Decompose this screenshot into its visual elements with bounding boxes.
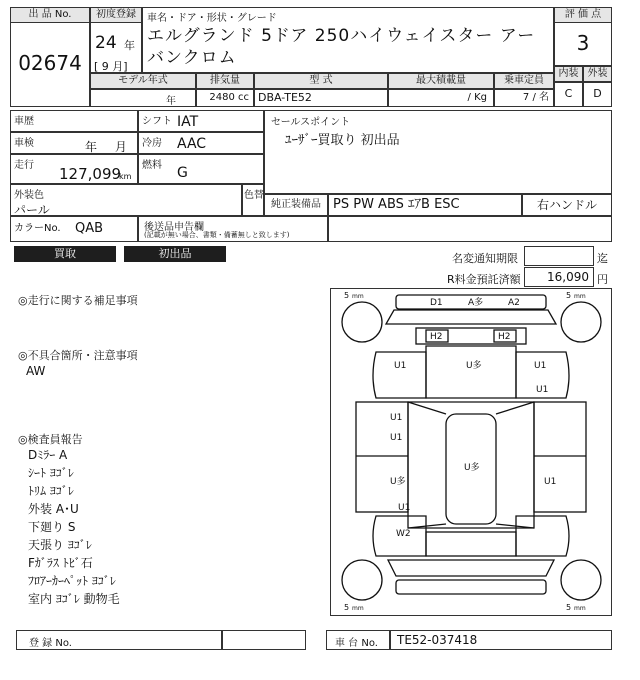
tire-unit-fr: mm [574,293,586,300]
registration-month: [ 9 月] [94,60,128,73]
exterior-color-label: 外装色 [14,190,44,201]
inspector-item: ﾄﾘﾑ ﾖｺﾞﾚ [28,484,74,498]
car-name-label: 車名・ドア・形状・グレード [147,13,277,24]
rear-lights [388,560,554,576]
mileage-box [10,154,138,184]
mark-front-3: A2 [508,298,520,308]
equipment-label: 純正装備品 [264,194,328,216]
mark-front-1: D1 [430,298,443,308]
chassis-number-value: TE52-037418 [397,633,478,647]
lot-number-label: 出 品 No. [10,7,90,23]
name-change-label: 名変通知期限 [452,252,518,265]
name-change-unit: 迄 [597,252,608,265]
mark-headlight-right: H2 [498,332,511,342]
model-year-label: モデル年式 [90,73,196,89]
aftermarket-label: 後送品申告欄 [144,222,204,233]
mark-side-left-1: U1 [390,413,403,423]
displacement-value: 2480 cc [196,89,254,107]
chassis-number-box [390,630,612,650]
ac-label: 冷房 [142,138,162,149]
defect-notes-value: AW [26,364,46,378]
mark-front-2: A多 [468,298,484,308]
pillar-fr [496,402,534,414]
color-number-box [10,216,138,242]
car-name-box [142,22,554,73]
mark-side-left-2: U1 [390,433,403,443]
inspector-item: Dﾐﾗｰ A [28,448,68,462]
inspection-label: 車検 [14,138,34,149]
displacement-label: 排気量 [196,73,254,89]
mark-fender-left: U1 [394,361,407,371]
rear-quarter-right [516,516,569,556]
history-label: 車歴 [14,116,34,127]
model-year-unit: 年 [166,96,176,107]
pillar-fl [408,402,446,414]
fuel-box [138,154,264,184]
registration-year-unit: 年 [124,39,135,52]
lot-number-box [10,22,90,107]
sales-point-label: セールスポイント [271,117,351,128]
first-registration-label: 初度登録 [90,7,142,23]
interior-grade: C [554,82,583,107]
fuel-label: 燃料 [142,160,162,171]
chassis-number-label: 車 台 No. [335,638,378,649]
shift-value: IAT [177,114,199,130]
rear-bumper [396,580,546,594]
grade-box [554,22,612,66]
tire-unit-rl: mm [352,605,364,612]
sales-point-value: ﾕｰｻﾞｰ買取り 初出品 [285,133,400,148]
aftermarket-note: (記載が無い場合、書類・備蓄無しと致します) [144,231,290,239]
mileage-unit: km [119,172,132,181]
tire-front-left [342,302,382,342]
color-number-value: QAB [75,221,104,236]
mark-headlight-left: H2 [430,332,443,342]
exterior-color-box [10,184,242,216]
registration-year: 24 [95,33,117,53]
hood [426,346,516,398]
mark-fender-right-lower: U1 [536,385,549,395]
model-code-label: 型 式 [254,73,388,89]
mark-side-right: U1 [544,477,557,487]
max-load-label: 最大積載量 [388,73,494,89]
equipment-value: PS PW ABS ｴｱB ESC [328,194,522,216]
sales-point-box [264,110,612,194]
driving-notes-label: ◎走行に関する補足事項 [18,294,138,307]
shift-box [138,110,264,132]
front-grille [386,310,556,324]
inspection-box [10,132,138,154]
inspector-item: 下廻り S [28,520,76,534]
model-code-value: DBA-TE52 [254,89,388,107]
inspector-report-label: ◎検査員報告 [18,433,83,446]
tire-size-fl: 5 [344,291,350,300]
mark-roof: U多 [464,463,480,473]
ac-value: AAC [177,136,207,152]
tag-first-listing: 初出品 [124,246,226,262]
mark-fender-right: U1 [534,361,547,371]
inspector-item: 天張り ﾖｺﾞﾚ [28,538,92,552]
grade-label: 評 価 点 [554,7,612,23]
registration-number-value-box [222,630,306,650]
interior-label: 内装 [554,66,583,82]
tire-front-right [561,302,601,342]
capacity-value: 7 / 名 [494,89,554,107]
exterior-label: 外装 [583,66,612,82]
grade-value: 3 [576,31,590,55]
mileage-value: 127,099 [59,165,122,183]
tire-size-rr: 5 [566,603,572,612]
exterior-color-value: パール [14,203,50,217]
tire-unit-rr: mm [574,605,586,612]
mark-hood: U多 [466,361,482,371]
steering-side: 右ハンドル [522,194,612,216]
tag-buyback: 買取 [14,246,116,262]
tire-size-rl: 5 [344,603,350,612]
tire-unit-fl: mm [352,293,364,300]
registration-number-box [16,630,222,650]
front-fender-left [373,352,426,398]
model-year-box [90,89,196,107]
history-box [10,110,138,132]
mileage-label: 走行 [14,160,34,171]
recycle-fee-label: R料金預託済額 [447,273,521,286]
defect-notes-label: ◎不具合箇所・注意事項 [18,349,138,362]
inspector-item: Fｶﾞﾗｽ ﾄﾋﾞ石 [28,556,93,570]
fuel-value: G [177,165,188,181]
inspection-unit: 年 月 [85,140,127,154]
color-change-label: 色替 [244,190,264,201]
lot-number: 02674 [18,51,82,75]
first-registration-box [90,22,142,73]
recycle-fee-value: 16,090 [524,267,594,287]
tailgate [426,532,516,556]
car-outline [342,295,601,600]
aftermarket-box [138,216,328,242]
name-change-value-box [524,246,594,266]
shift-label: シフト [142,116,172,127]
side-right [534,402,586,512]
car-name-header [142,7,554,23]
inspector-item: 外装 A･U [28,502,79,516]
chassis-number-label-box [326,630,390,650]
tire-size-fr: 5 [566,291,572,300]
color-number-label: カラーNo. [14,223,61,234]
color-change-box [242,184,264,216]
mark-rear-window: W2 [396,529,411,539]
recycle-fee-unit: 円 [597,273,608,286]
exterior-grade: D [583,82,612,107]
registration-number-label: 登 録 No. [29,638,72,649]
capacity-label: 乗車定員 [494,73,554,89]
tire-rear-left [342,560,382,600]
car-name: エルグランド 5ドア 250ハイウェイスター アーバンクロム [147,26,536,68]
mark-rear-quarter-left: U1 [398,503,411,513]
damage-diagram [330,288,612,616]
ac-box [138,132,264,154]
tire-rear-right [561,560,601,600]
aftermarket-value-box [328,216,612,242]
mark-door-left: U多 [390,477,406,487]
inspector-item: 室内 ﾖｺﾞﾚ 動物毛 [28,592,120,606]
inspector-item: ｼｰﾄ ﾖｺﾞﾚ [28,466,74,480]
max-load-value: / Kg [388,89,494,107]
inspector-item: ﾌﾛｱｰｶｰﾍﾟｯﾄ ﾖｺﾞﾚ [28,574,116,588]
